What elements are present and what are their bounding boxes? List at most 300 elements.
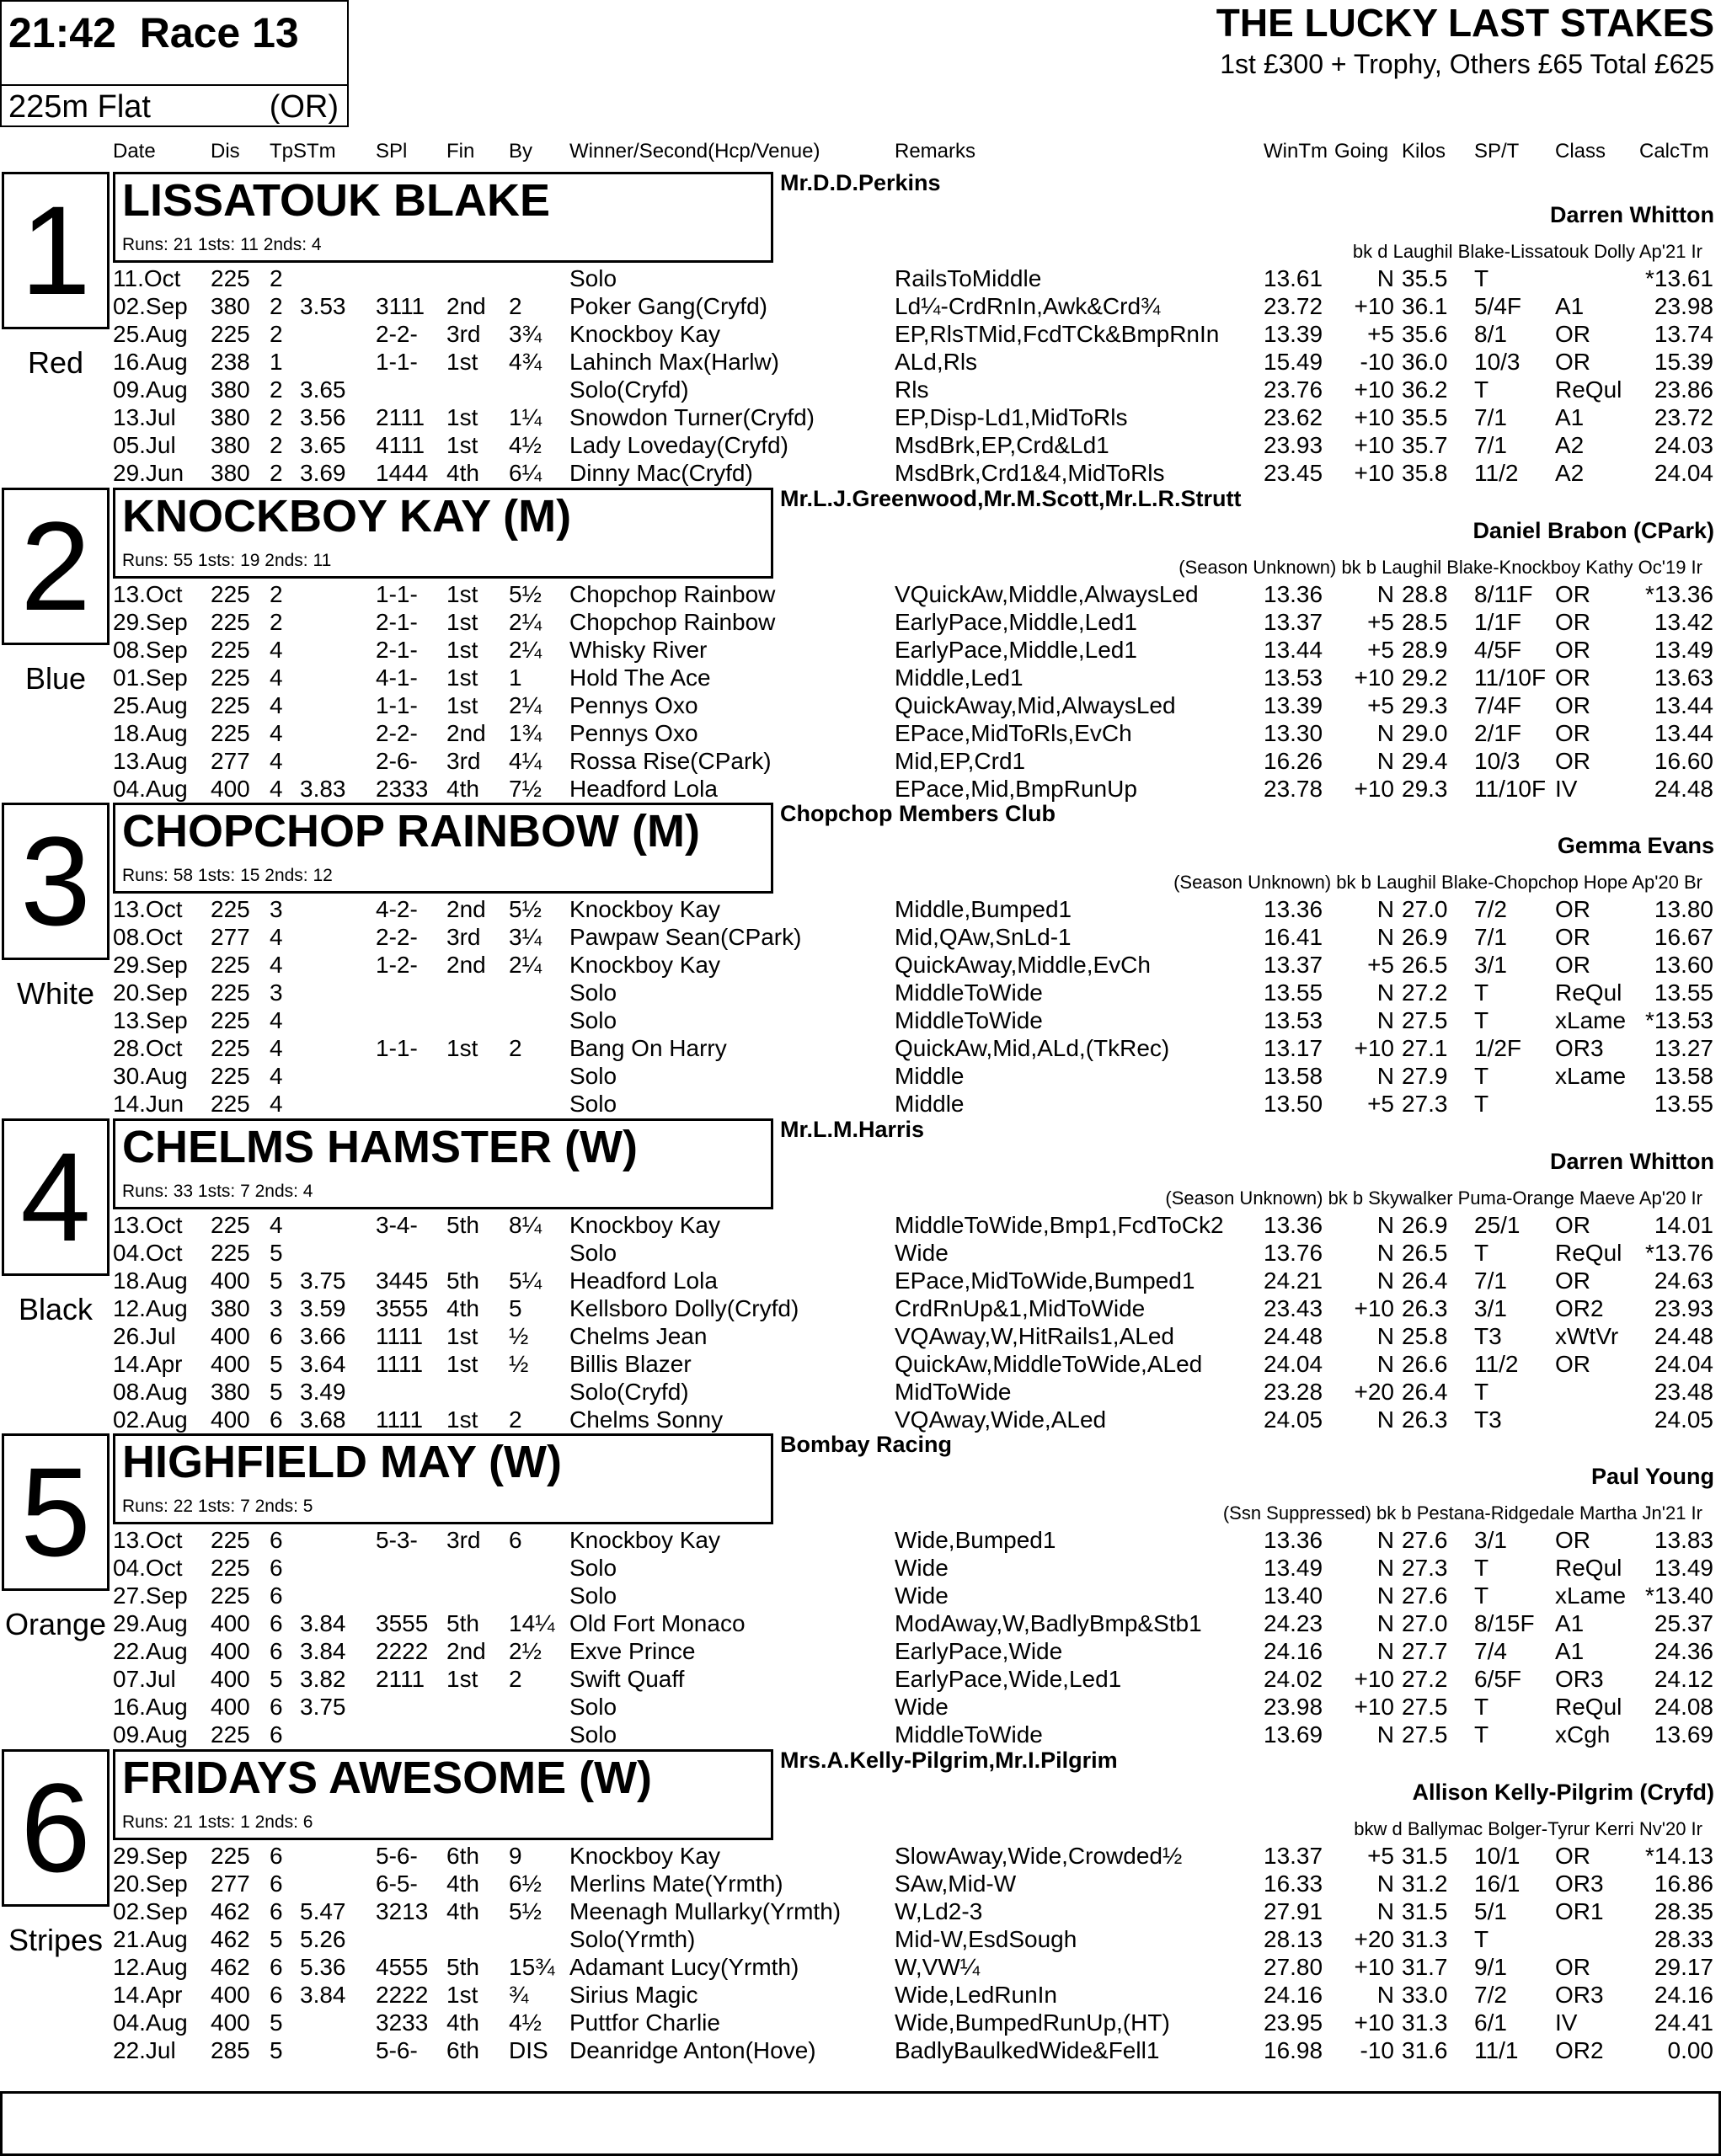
form-going: +10 bbox=[1354, 664, 1394, 691]
form-win-time: 13.36 bbox=[1264, 896, 1323, 922]
form-winner: Solo bbox=[569, 1582, 617, 1609]
form-winner: Solo bbox=[569, 265, 617, 291]
form-sectionals: 2-1- bbox=[376, 608, 418, 635]
form-sectionals: 2222 bbox=[376, 1638, 429, 1664]
form-remarks: Wide,Bumped1 bbox=[895, 1527, 1056, 1553]
form-winner: Knockboy Kay bbox=[569, 1842, 720, 1869]
form-by: DIS bbox=[509, 2036, 548, 2063]
form-by: 2 bbox=[509, 1406, 522, 1433]
form-split-time: 5.47 bbox=[300, 1897, 346, 1924]
form-row bbox=[0, 1527, 1721, 1555]
form-sp: 7/1 bbox=[1474, 432, 1507, 458]
form-finish: 3rd bbox=[446, 321, 481, 347]
runs-summary: Runs: 55 1sts: 19 2nds: 11 bbox=[122, 550, 332, 570]
form-sp: 8/15F bbox=[1474, 1610, 1535, 1636]
form-trap: 6 bbox=[270, 1721, 283, 1748]
form-class: ReQul bbox=[1555, 1694, 1622, 1720]
form-by: 2 bbox=[509, 1035, 522, 1061]
form-date: 20.Sep bbox=[113, 1870, 188, 1897]
form-class: OR bbox=[1555, 664, 1590, 691]
form-going: N bbox=[1376, 580, 1394, 607]
form-going: +5 bbox=[1367, 1842, 1394, 1869]
form-trap: 3 bbox=[270, 979, 283, 1006]
form-split-time: 3.69 bbox=[300, 460, 346, 486]
form-sectionals: 2-2- bbox=[376, 719, 418, 746]
form-dis: 225 bbox=[211, 608, 250, 635]
form-sp: 6/1 bbox=[1474, 2009, 1507, 2036]
form-by: 1¼ bbox=[509, 404, 542, 430]
form-trap: 6 bbox=[270, 1527, 283, 1553]
form-dis: 225 bbox=[211, 1091, 250, 1117]
form-row bbox=[0, 460, 1721, 488]
form-sp: 6/5F bbox=[1474, 1666, 1522, 1692]
form-split-time: 3.65 bbox=[300, 432, 346, 458]
form-class: OR bbox=[1555, 1350, 1590, 1377]
form-remarks: MsdBrk,EP,Crd&Ld1 bbox=[895, 432, 1109, 458]
col-class: Class bbox=[1555, 140, 1606, 163]
form-calc-time: 24.04 bbox=[1654, 460, 1713, 486]
form-kilos: 35.5 bbox=[1402, 265, 1448, 291]
form-sectionals: 2-6- bbox=[376, 747, 418, 774]
form-going: +10 bbox=[1354, 775, 1394, 802]
form-remarks: VQAway,Wide,ALed bbox=[895, 1406, 1107, 1433]
form-trap: 3 bbox=[270, 1294, 283, 1321]
owner-name: Chopchop Members Club bbox=[780, 801, 1056, 826]
form-going: +5 bbox=[1367, 608, 1394, 635]
form-win-time: 13.37 bbox=[1264, 952, 1323, 978]
form-winner: Solo bbox=[569, 1239, 617, 1266]
runs-summary: Runs: 21 1sts: 1 2nds: 6 bbox=[122, 1812, 313, 1832]
dog-name: HIGHFIELD MAY (W) bbox=[122, 1437, 562, 1487]
form-remarks: VQuickAw,Middle,AlwaysLed bbox=[895, 580, 1199, 607]
form-going: +10 bbox=[1354, 1666, 1394, 1692]
form-kilos: 27.0 bbox=[1402, 896, 1448, 922]
form-dis: 380 bbox=[211, 460, 250, 486]
form-finish: 1st bbox=[446, 1406, 478, 1433]
form-row bbox=[0, 1351, 1721, 1379]
form-finish: 1st bbox=[446, 1666, 478, 1692]
form-dis: 225 bbox=[211, 1527, 250, 1553]
breeding-info: bkw d Ballymac Bolger-Tyrur Kerri Nv'20 Ir bbox=[1354, 1817, 1702, 1839]
form-kilos: 31.5 bbox=[1402, 1842, 1448, 1869]
owner-name: Bombay Racing bbox=[780, 1432, 953, 1457]
form-sectionals: 3-4- bbox=[376, 1211, 418, 1238]
form-trap: 2 bbox=[270, 608, 283, 635]
form-going: N bbox=[1376, 265, 1394, 291]
form-remarks: EarlyPace,Wide,Led1 bbox=[895, 1666, 1122, 1692]
form-trap: 4 bbox=[270, 1091, 283, 1117]
form-win-time: 13.40 bbox=[1264, 1582, 1323, 1609]
form-going: +10 bbox=[1354, 376, 1394, 403]
form-class: OR bbox=[1555, 321, 1590, 347]
form-date: 04.Aug bbox=[113, 775, 188, 802]
form-by: 2¼ bbox=[509, 952, 542, 978]
runs-summary: Runs: 33 1sts: 7 2nds: 4 bbox=[122, 1181, 313, 1201]
form-win-time: 24.16 bbox=[1264, 1638, 1323, 1664]
form-date: 04.Oct bbox=[113, 1555, 183, 1581]
form-winner: Solo bbox=[569, 1555, 617, 1581]
form-class: xLame bbox=[1555, 1063, 1627, 1089]
col-calctm: CalcTm bbox=[1639, 140, 1709, 163]
form-dis: 225 bbox=[211, 1239, 250, 1266]
form-calc-time: *13.53 bbox=[1645, 1007, 1713, 1033]
form-calc-time: *13.61 bbox=[1645, 265, 1713, 291]
form-class: xCgh bbox=[1555, 1721, 1611, 1748]
race-title: THE LUCKY LAST STAKES bbox=[1216, 1, 1714, 45]
form-win-time: 13.55 bbox=[1264, 979, 1323, 1006]
form-kilos: 35.7 bbox=[1402, 432, 1448, 458]
form-row bbox=[0, 349, 1721, 376]
form-kilos: 35.8 bbox=[1402, 460, 1448, 486]
form-sectionals: 2333 bbox=[376, 775, 429, 802]
form-date: 29.Sep bbox=[113, 952, 188, 978]
form-date: 09.Aug bbox=[113, 376, 188, 403]
race-header-box bbox=[0, 0, 349, 127]
form-row bbox=[0, 979, 1721, 1007]
form-dis: 225 bbox=[211, 1721, 250, 1748]
form-remarks: EPace,MidToRls,EvCh bbox=[895, 719, 1132, 746]
trap-number: 1 bbox=[2, 172, 110, 329]
form-kilos: 36.0 bbox=[1402, 349, 1448, 375]
form-dis: 400 bbox=[211, 775, 250, 802]
form-dis: 400 bbox=[211, 1267, 250, 1294]
form-going: N bbox=[1376, 747, 1394, 774]
form-remarks: SAw,Mid-W bbox=[895, 1870, 1017, 1897]
form-win-time: 23.95 bbox=[1264, 2009, 1323, 2036]
form-win-time: 16.33 bbox=[1264, 1870, 1323, 1897]
form-date: 26.Jul bbox=[113, 1322, 176, 1349]
form-sp: T bbox=[1474, 1694, 1489, 1720]
form-going: N bbox=[1376, 1322, 1394, 1349]
form-win-time: 16.41 bbox=[1264, 924, 1323, 950]
form-winner: Headford Lola bbox=[569, 775, 718, 802]
form-calc-time: 28.33 bbox=[1654, 1925, 1713, 1952]
form-remarks: EarlyPace,Wide bbox=[895, 1638, 1063, 1664]
form-dis: 462 bbox=[211, 1925, 250, 1952]
form-date: 13.Oct bbox=[113, 580, 183, 607]
form-class: OR2 bbox=[1555, 1294, 1604, 1321]
form-by: 6½ bbox=[509, 1870, 542, 1897]
form-sp: 3/1 bbox=[1474, 1294, 1507, 1321]
form-going: N bbox=[1376, 1610, 1394, 1636]
form-kilos: 25.8 bbox=[1402, 1322, 1448, 1349]
form-kilos: 36.2 bbox=[1402, 376, 1448, 403]
form-kilos: 31.5 bbox=[1402, 1897, 1448, 1924]
form-sp: T bbox=[1474, 1925, 1489, 1952]
form-trap: 4 bbox=[270, 924, 283, 950]
form-dis: 400 bbox=[211, 1638, 250, 1664]
form-sp: 7/2 bbox=[1474, 896, 1507, 922]
form-by: 2 bbox=[509, 1666, 522, 1692]
form-row bbox=[0, 1843, 1721, 1870]
form-trap: 2 bbox=[270, 460, 283, 486]
form-finish: 5th bbox=[446, 1953, 479, 1980]
form-going: N bbox=[1376, 1555, 1394, 1581]
breeding-info: (Season Unknown) bk b Laughil Blake-Knockboy Kathy Oc'19 Ir bbox=[1179, 556, 1702, 578]
form-sectionals: 4-1- bbox=[376, 664, 418, 691]
form-finish: 5th bbox=[446, 1211, 479, 1238]
form-remarks: Middle bbox=[895, 1063, 965, 1089]
runs-summary: Runs: 21 1sts: 11 2nds: 4 bbox=[122, 235, 322, 254]
form-sectionals: 3555 bbox=[376, 1294, 429, 1321]
form-split-time: 5.36 bbox=[300, 1953, 346, 1980]
form-date: 14.Apr bbox=[113, 1350, 183, 1377]
form-class: ReQul bbox=[1555, 376, 1622, 403]
form-winner: Billis Blazer bbox=[569, 1350, 692, 1377]
form-going: +10 bbox=[1354, 1694, 1394, 1720]
form-finish: 1st bbox=[446, 432, 478, 458]
form-kilos: 27.0 bbox=[1402, 1610, 1448, 1636]
form-remarks: Rls bbox=[895, 376, 929, 403]
form-row bbox=[0, 748, 1721, 776]
form-kilos: 27.1 bbox=[1402, 1035, 1448, 1061]
form-class: OR bbox=[1555, 636, 1590, 663]
form-calc-time: 13.83 bbox=[1654, 1527, 1713, 1553]
form-row bbox=[0, 1240, 1721, 1267]
form-trap: 2 bbox=[270, 321, 283, 347]
dog-name: CHELMS HAMSTER (W) bbox=[122, 1121, 638, 1172]
form-row bbox=[0, 1982, 1721, 2009]
form-calc-time: 28.35 bbox=[1654, 1897, 1713, 1924]
form-row bbox=[0, 2009, 1721, 2037]
form-date: 22.Jul bbox=[113, 2036, 176, 2063]
form-kilos: 27.2 bbox=[1402, 1666, 1448, 1692]
form-going: N bbox=[1376, 1721, 1394, 1748]
form-finish: 2nd bbox=[446, 1638, 486, 1664]
form-row bbox=[0, 1638, 1721, 1666]
form-row bbox=[0, 1721, 1721, 1749]
form-kilos: 26.9 bbox=[1402, 1211, 1448, 1238]
form-split-time: 3.56 bbox=[300, 404, 346, 430]
trap-number: 3 bbox=[2, 803, 110, 960]
form-win-time: 23.62 bbox=[1264, 404, 1323, 430]
form-split-time: 3.49 bbox=[300, 1378, 346, 1405]
form-trap: 5 bbox=[270, 1350, 283, 1377]
form-trap: 4 bbox=[270, 952, 283, 978]
form-winner: Poker Gang(Cryfd) bbox=[569, 293, 767, 319]
form-dis: 225 bbox=[211, 664, 250, 691]
form-kilos: 27.9 bbox=[1402, 1063, 1448, 1089]
form-win-time: 13.39 bbox=[1264, 691, 1323, 718]
form-going: N bbox=[1376, 1897, 1394, 1924]
form-trap: 5 bbox=[270, 1267, 283, 1294]
form-trap: 6 bbox=[270, 1981, 283, 2008]
form-calc-time: 23.72 bbox=[1654, 404, 1713, 430]
form-trap: 1 bbox=[270, 349, 283, 375]
form-row bbox=[0, 1870, 1721, 1898]
form-winner: Solo bbox=[569, 979, 617, 1006]
form-class: xWtVr bbox=[1555, 1322, 1619, 1349]
form-trap: 6 bbox=[270, 1555, 283, 1581]
form-sp: 11/10F bbox=[1474, 775, 1547, 802]
form-sp: 16/1 bbox=[1474, 1870, 1521, 1897]
form-sp: T bbox=[1474, 1007, 1489, 1033]
form-class: OR2 bbox=[1555, 2036, 1604, 2063]
form-sp: 1/2F bbox=[1474, 1035, 1522, 1061]
form-class: xLame bbox=[1555, 1007, 1627, 1033]
form-class: OR bbox=[1555, 608, 1590, 635]
form-row bbox=[0, 720, 1721, 748]
form-sectionals: 2-2- bbox=[376, 321, 418, 347]
form-date: 29.Sep bbox=[113, 608, 188, 635]
form-remarks: EP,RlsTMid,FcdTCk&BmpRnIn bbox=[895, 321, 1220, 347]
form-win-time: 13.37 bbox=[1264, 608, 1323, 635]
form-win-time: 23.98 bbox=[1264, 1694, 1323, 1720]
form-class: OR bbox=[1555, 580, 1590, 607]
form-dis: 400 bbox=[211, 1666, 250, 1692]
form-remarks: Mid,EP,Crd1 bbox=[895, 747, 1026, 774]
form-split-time: 3.84 bbox=[300, 1638, 346, 1664]
form-remarks: BadlyBaulkedWide&Fell1 bbox=[895, 2036, 1160, 2063]
form-sectionals: 1-1- bbox=[376, 580, 418, 607]
form-calc-time: 13.55 bbox=[1654, 979, 1713, 1006]
form-row bbox=[0, 637, 1721, 664]
form-class: A1 bbox=[1555, 1610, 1585, 1636]
trap-number: 2 bbox=[2, 488, 110, 645]
form-going: N bbox=[1376, 979, 1394, 1006]
form-sp: T bbox=[1474, 1063, 1489, 1089]
form-sp: 11/10F bbox=[1474, 664, 1547, 691]
form-kilos: 35.6 bbox=[1402, 321, 1448, 347]
form-winner: Old Fort Monaco bbox=[569, 1610, 746, 1636]
form-winner: Lady Loveday(Cryfd) bbox=[569, 432, 788, 458]
form-calc-time: 13.49 bbox=[1654, 1555, 1713, 1581]
race-prize: 1st £300 + Trophy, Others £65 Total £625 bbox=[1220, 49, 1714, 79]
form-kilos: 31.3 bbox=[1402, 2009, 1448, 2036]
form-remarks: QuickAway,Middle,EvCh bbox=[895, 952, 1151, 978]
form-calc-time: 24.04 bbox=[1654, 1350, 1713, 1377]
form-going: +10 bbox=[1354, 1294, 1394, 1321]
form-calc-time: 24.12 bbox=[1654, 1666, 1713, 1692]
form-kilos: 26.6 bbox=[1402, 1350, 1448, 1377]
form-row bbox=[0, 776, 1721, 803]
form-win-time: 24.16 bbox=[1264, 1981, 1323, 2008]
form-split-time: 3.66 bbox=[300, 1322, 346, 1349]
form-kilos: 27.3 bbox=[1402, 1091, 1448, 1117]
form-winner: Knockboy Kay bbox=[569, 896, 720, 922]
form-class: IV bbox=[1555, 2009, 1578, 2036]
form-trap: 6 bbox=[270, 1694, 283, 1720]
form-sp: T bbox=[1474, 1582, 1489, 1609]
form-kilos: 27.3 bbox=[1402, 1555, 1448, 1581]
form-going: +10 bbox=[1354, 1035, 1394, 1061]
form-date: 02.Aug bbox=[113, 1406, 188, 1433]
form-remarks: Wide bbox=[895, 1694, 949, 1720]
form-date: 16.Aug bbox=[113, 349, 188, 375]
form-winner: Headford Lola bbox=[569, 1267, 718, 1294]
form-by: 1¾ bbox=[509, 719, 542, 746]
form-trap: 2 bbox=[270, 293, 283, 319]
form-remarks: Ld¼-CrdRnIn,Awk&Crd¾ bbox=[895, 293, 1161, 319]
form-sp: T3 bbox=[1474, 1322, 1502, 1349]
form-remarks: Middle,Led1 bbox=[895, 664, 1024, 691]
form-dis: 400 bbox=[211, 2009, 250, 2036]
race-distance: 225m Flat bbox=[8, 89, 151, 125]
form-win-time: 13.53 bbox=[1264, 1007, 1323, 1033]
form-date: 13.Jul bbox=[113, 404, 176, 430]
form-going: +20 bbox=[1354, 1378, 1394, 1405]
form-trap: 4 bbox=[270, 664, 283, 691]
form-class: OR bbox=[1555, 719, 1590, 746]
form-by: ½ bbox=[509, 1350, 529, 1377]
breeding-info: (Season Unknown) bk b Laughil Blake-Chopchop Hope Ap'20 Br bbox=[1173, 872, 1702, 893]
form-by: 4½ bbox=[509, 2009, 542, 2036]
owner-name: Mr.D.D.Perkins bbox=[780, 170, 941, 195]
form-trap: 2 bbox=[270, 265, 283, 291]
trap-colour: Blue bbox=[24, 660, 87, 696]
footer-box bbox=[0, 2091, 1721, 2156]
form-finish: 4th bbox=[446, 1870, 479, 1897]
form-going: +10 bbox=[1354, 460, 1394, 486]
form-class: OR bbox=[1555, 1267, 1590, 1294]
form-finish: 1st bbox=[446, 1322, 478, 1349]
form-remarks: W,Ld2-3 bbox=[895, 1897, 983, 1924]
form-date: 22.Aug bbox=[113, 1638, 188, 1664]
form-sp: 9/1 bbox=[1474, 1953, 1507, 1980]
form-going: +5 bbox=[1367, 636, 1394, 663]
form-row bbox=[0, 376, 1721, 404]
col-tpstm: TpSTm bbox=[270, 140, 336, 163]
form-winner: Kellsboro Dolly(Cryfd) bbox=[569, 1294, 799, 1321]
form-kilos: 27.7 bbox=[1402, 1638, 1448, 1664]
form-calc-time: 16.60 bbox=[1654, 747, 1713, 774]
form-date: 08.Sep bbox=[113, 636, 188, 663]
form-trap: 6 bbox=[270, 1842, 283, 1869]
form-sp: 2/1F bbox=[1474, 719, 1522, 746]
form-finish: 1st bbox=[446, 691, 478, 718]
form-sectionals: 3213 bbox=[376, 1897, 429, 1924]
form-trap: 2 bbox=[270, 376, 283, 403]
form-by: 6 bbox=[509, 1527, 522, 1553]
col-going: Going bbox=[1334, 140, 1389, 163]
form-winner: Chopchop Rainbow bbox=[569, 580, 776, 607]
form-calc-time: 15.39 bbox=[1654, 349, 1713, 375]
form-by: ½ bbox=[509, 1322, 529, 1349]
form-dis: 225 bbox=[211, 1035, 250, 1061]
form-class: OR bbox=[1555, 691, 1590, 718]
dog-name: LISSATOUK BLAKE bbox=[122, 175, 551, 226]
form-dis: 400 bbox=[211, 1981, 250, 2008]
form-trap: 5 bbox=[270, 1925, 283, 1952]
form-finish: 3rd bbox=[446, 747, 481, 774]
form-dis: 225 bbox=[211, 321, 250, 347]
form-finish: 4th bbox=[446, 2009, 479, 2036]
form-date: 08.Aug bbox=[113, 1378, 188, 1405]
runs-summary: Runs: 22 1sts: 7 2nds: 5 bbox=[122, 1497, 313, 1516]
form-sp: T bbox=[1474, 376, 1489, 403]
form-row bbox=[0, 1323, 1721, 1351]
form-trap: 6 bbox=[270, 1953, 283, 1980]
form-row bbox=[0, 1091, 1721, 1118]
form-split-time: 3.65 bbox=[300, 376, 346, 403]
form-by: ¾ bbox=[509, 1981, 529, 2008]
form-dis: 277 bbox=[211, 1870, 250, 1897]
form-going: N bbox=[1376, 1582, 1394, 1609]
form-sectionals: 5-6- bbox=[376, 1842, 418, 1869]
form-remarks: Wide bbox=[895, 1555, 949, 1581]
form-by: 3¾ bbox=[509, 321, 542, 347]
dog-name-box bbox=[113, 1433, 773, 1524]
form-finish: 4th bbox=[446, 1897, 479, 1924]
form-kilos: 26.4 bbox=[1402, 1267, 1448, 1294]
col-by: By bbox=[509, 140, 533, 163]
form-finish: 4th bbox=[446, 775, 479, 802]
form-dis: 225 bbox=[211, 580, 250, 607]
form-row bbox=[0, 952, 1721, 979]
form-trap: 6 bbox=[270, 1870, 283, 1897]
form-class: A1 bbox=[1555, 1638, 1585, 1664]
form-dis: 225 bbox=[211, 1007, 250, 1033]
